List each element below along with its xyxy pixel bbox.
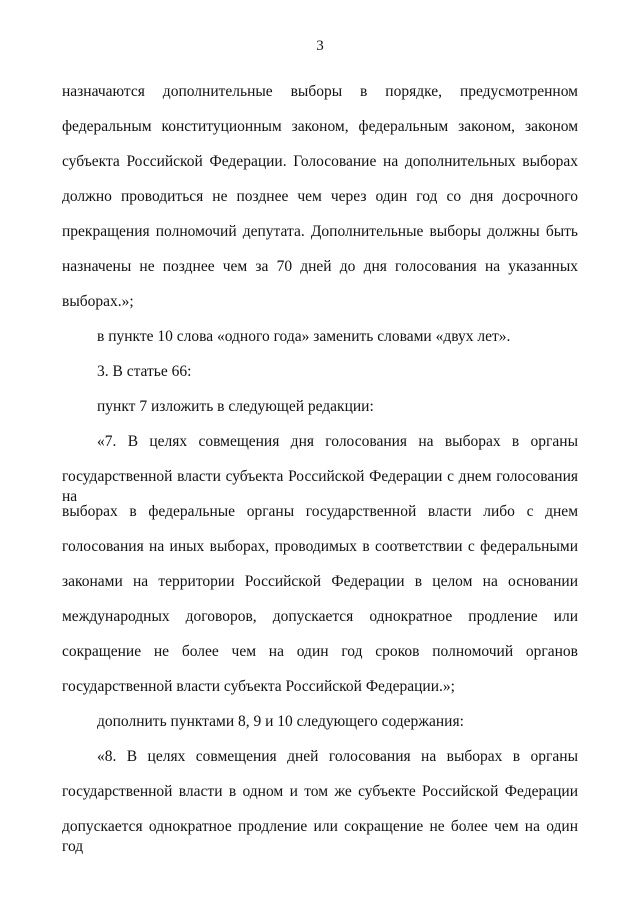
text-line: назначены не позднее чем за 70 дней до дня голосования на указанных [62, 258, 578, 275]
text-line: должно проводиться не позднее чем через один год со дня досрочного [62, 188, 578, 205]
text-line: в пункте 10 слова «одного года» заменить словами «двух лет». [97, 328, 511, 345]
text-line: выборах в федеральные органы государственной власти либо с днем [62, 503, 578, 520]
text-line: «7. В целях совмещения дня голосования на выборах в органы [97, 433, 578, 450]
text-line: сокращение не более чем на один год сроков полномочий органов [62, 643, 578, 660]
text-line: голосования на иных выборах, проводимых в соответствии с федеральными [62, 538, 578, 555]
text-line: субъекта Российской Федерации. Голосование на дополнительных выборах [62, 153, 578, 170]
page-number: 3 [316, 38, 324, 54]
text-line: государственной власти субъекта Российской Федерации с днем голосования на [62, 468, 578, 505]
text-line: пункт 7 изложить в следующей редакции: [97, 398, 374, 415]
text-line: государственной власти субъекта Российской Федерации.»; [62, 678, 455, 695]
text-line: дополнить пунктами 8, 9 и 10 следующего содержания: [97, 713, 464, 730]
text-line: выборах.»; [62, 293, 134, 310]
text-line: федеральным конституционным законом, федеральным законом, законом [62, 118, 578, 135]
text-line: «8. В целях совмещения дней голосования на выборах в органы [97, 748, 578, 765]
text-line: прекращения полномочий депутата. Дополнительные выборы должны быть [62, 223, 578, 240]
text-line: допускается однократное продление или сокращение не более чем на один год [62, 818, 578, 855]
text-line: государственной власти в одном и том же субъекте Российской Федерации [62, 783, 578, 800]
text-line: законами на территории Российской Федерации в целом на основании [62, 573, 578, 590]
text-line: международных договоров, допускается однократное продление или [62, 608, 578, 625]
text-line: 3. В статье 66: [97, 363, 192, 380]
text-line: назначаются дополнительные выборы в порядке, предусмотренном [62, 83, 578, 100]
